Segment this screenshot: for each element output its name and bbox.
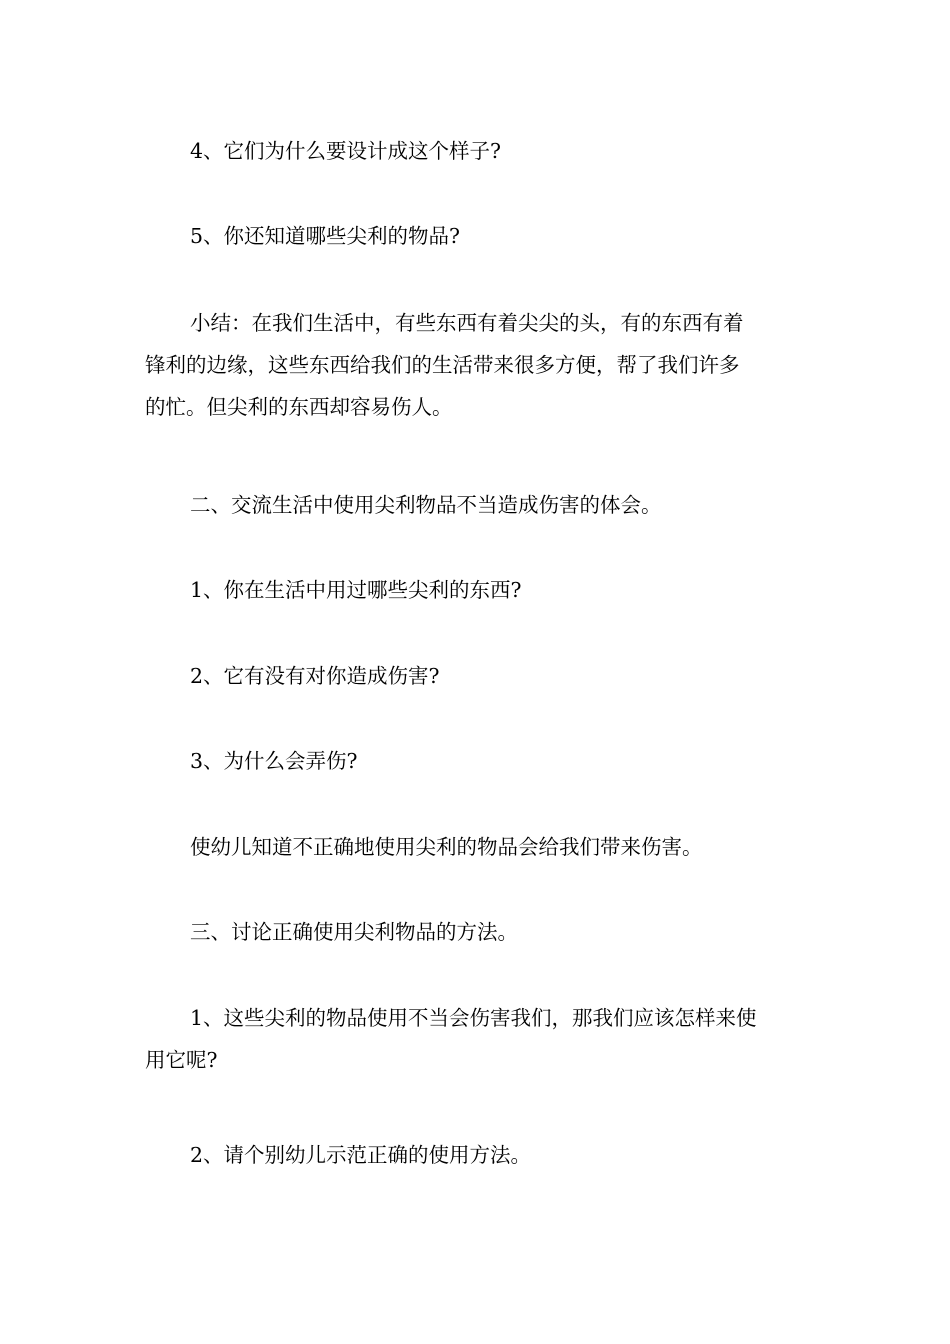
- text-line: 用它呢?: [145, 1048, 218, 1072]
- paragraph-discussion-2: [145, 1134, 810, 1176]
- paragraph-discussion-1: [145, 997, 810, 1081]
- paragraph-question-1: [145, 569, 810, 611]
- text-line: 二、交流生活中使用尖利物品不当造成伤害的体会。: [190, 493, 662, 517]
- text-line: 5、你还知道哪些尖利的物品?: [190, 224, 461, 248]
- paragraph-question-2: [145, 655, 810, 697]
- paragraph-summary: [145, 302, 810, 428]
- text-line: 2、请个别幼儿示范正确的使用方法。: [190, 1143, 532, 1167]
- text-line: 3、为什么会弄伤?: [190, 749, 358, 773]
- text-line: 1、这些尖利的物品使用不当会伤害我们，那我们应该怎样来使: [190, 1006, 757, 1030]
- text-line: 锋利的边缘，这些东西给我们的生活带来很多方便，帮了我们许多: [145, 353, 740, 377]
- text-line: 小结：在我们生活中，有些东西有着尖尖的头，有的东西有着: [190, 311, 744, 335]
- text-line: 的忙。但尖利的东西却容易伤人。: [145, 395, 453, 419]
- text-line: 使幼儿知道不正确地使用尖利的物品会给我们带来伤害。: [190, 835, 703, 859]
- section-heading-2: [145, 484, 810, 526]
- text-line: 三、讨论正确使用尖利物品的方法。: [190, 920, 518, 944]
- text-line: 4、它们为什么要设计成这个样子?: [190, 139, 502, 163]
- paragraph-question-4: [145, 130, 810, 172]
- paragraph-conclusion: [145, 826, 810, 868]
- text-line: 2、它有没有对你造成伤害?: [190, 664, 440, 688]
- section-heading-3: [145, 911, 810, 953]
- text-line: 1、你在生活中用过哪些尖利的东西?: [190, 578, 522, 602]
- paragraph-question-3: [145, 740, 810, 782]
- paragraph-question-5: [145, 215, 810, 257]
